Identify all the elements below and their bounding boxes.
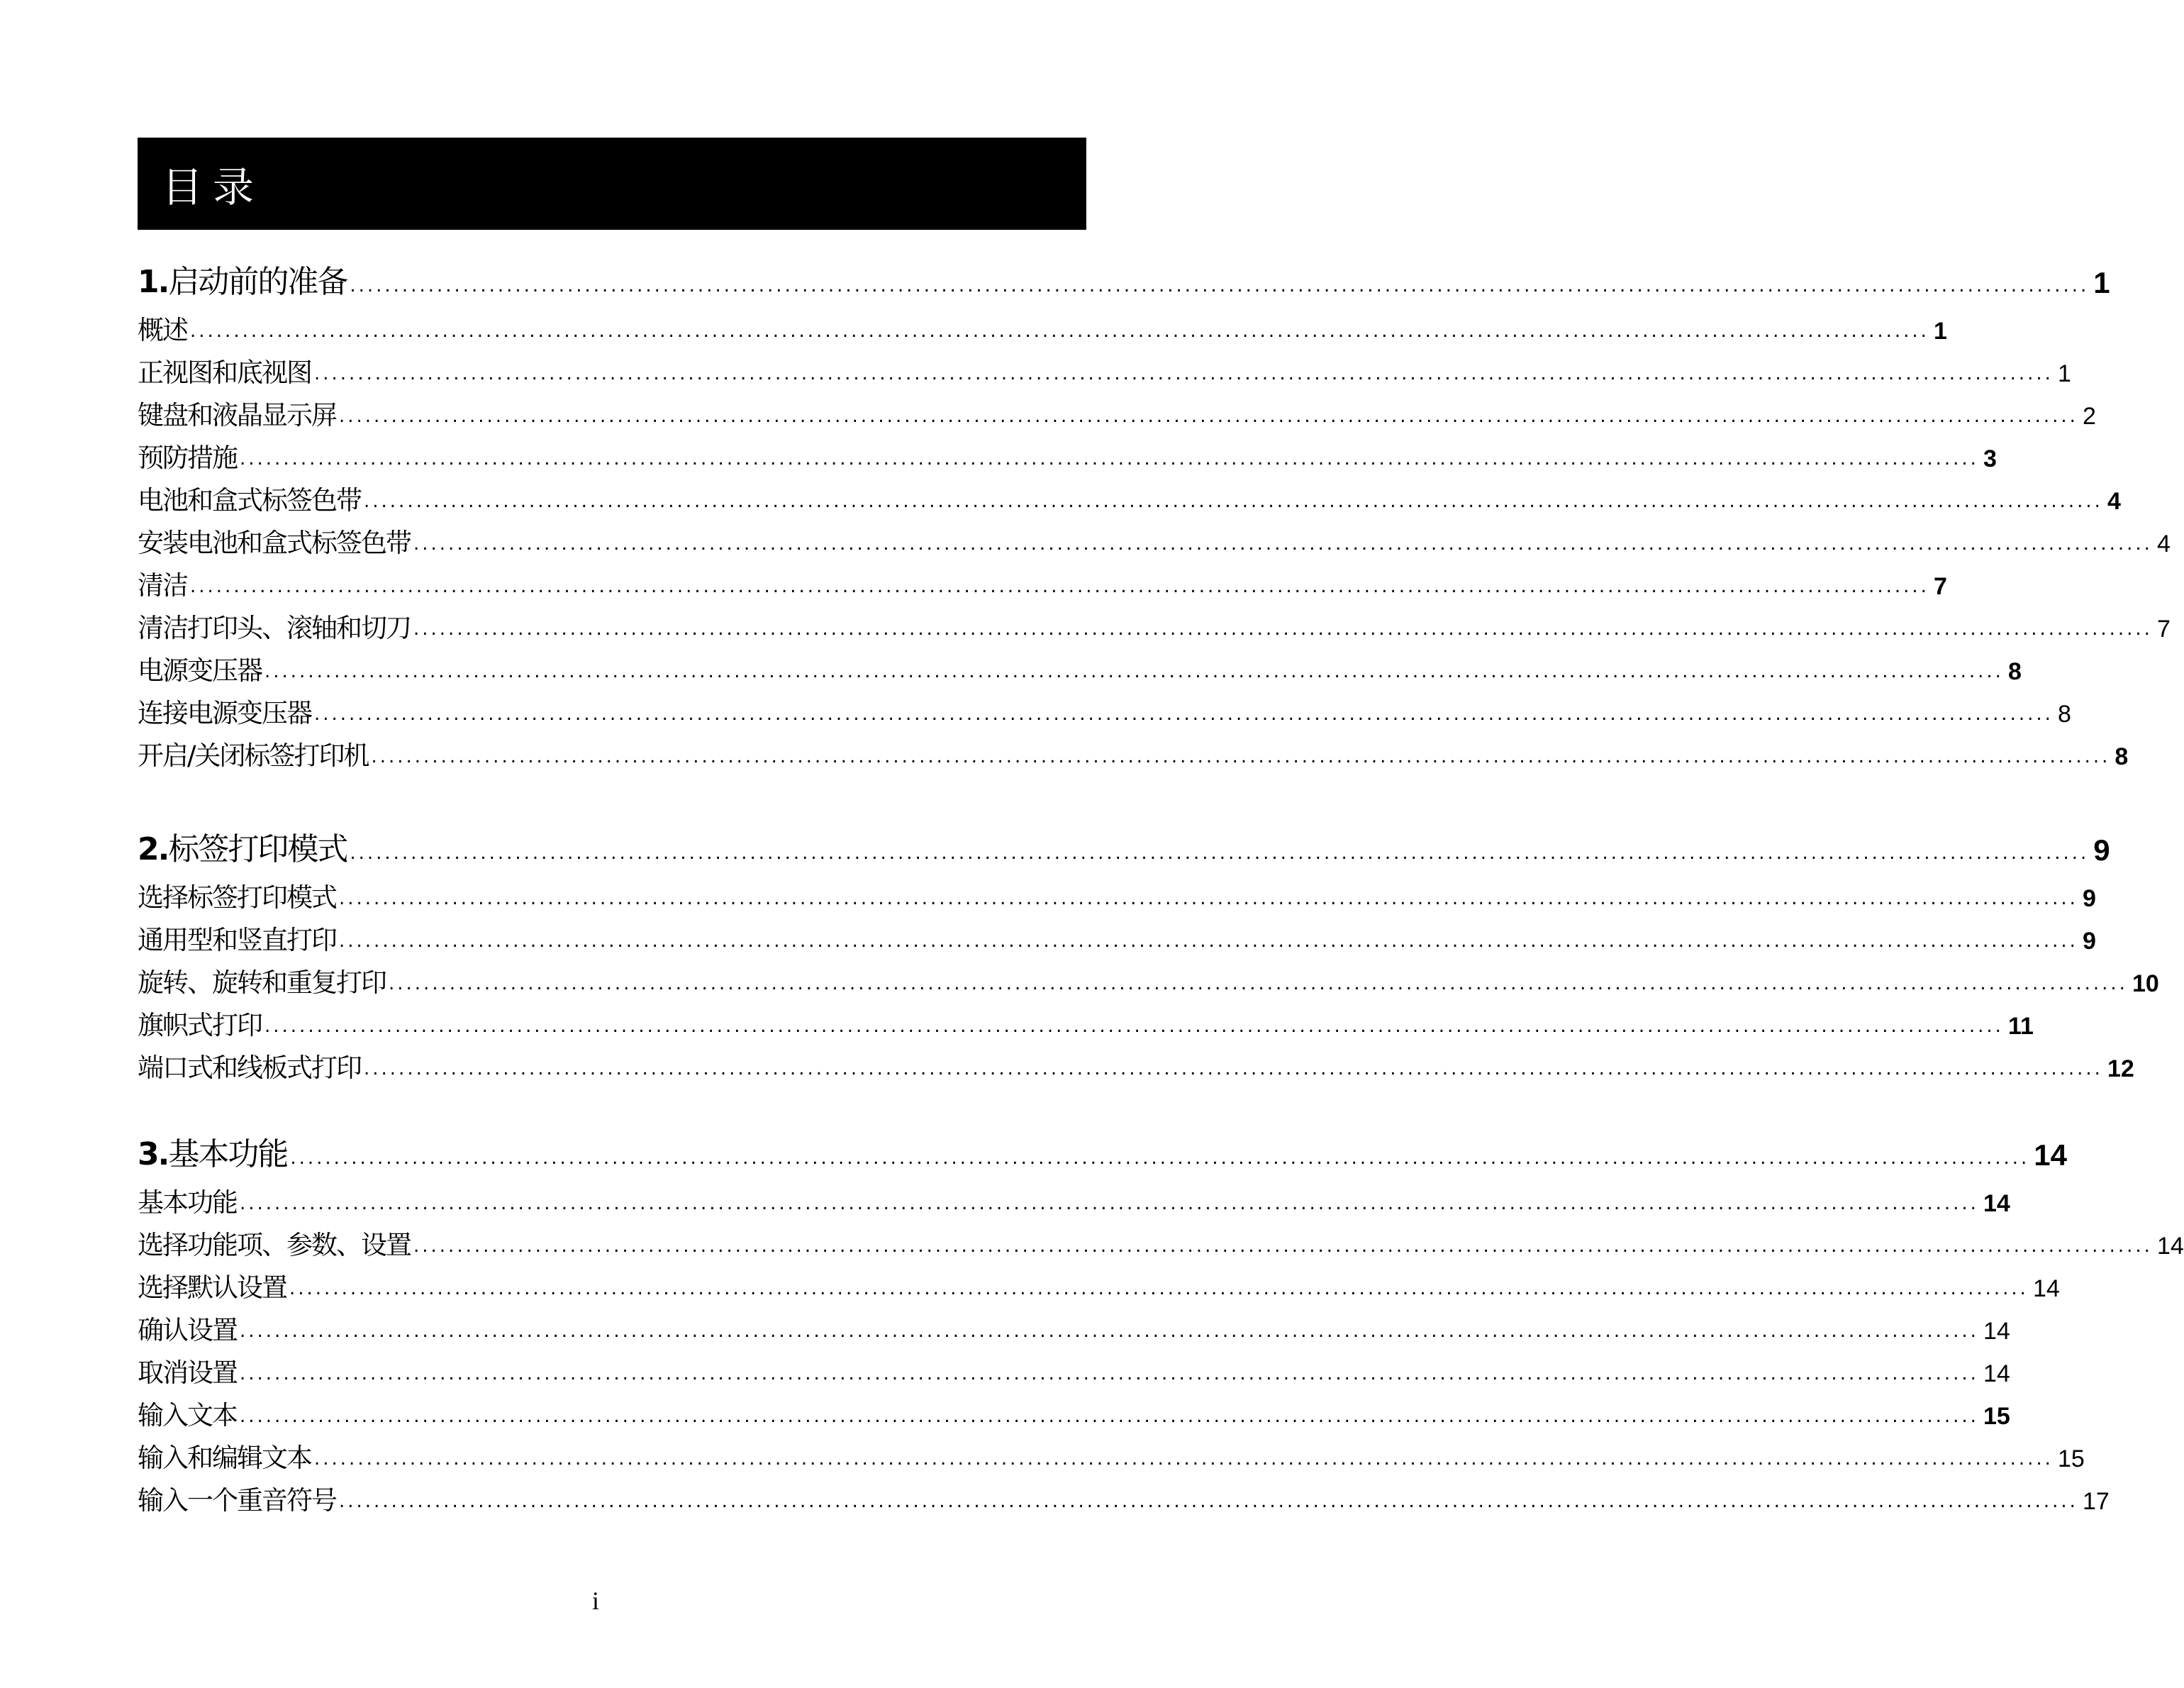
toc-entry[interactable] [138,959,2159,998]
toc-heading-text: 启动前的准备 [168,264,347,300]
toc-heading-label [138,831,347,867]
toc-entry-label: 选择功能项、参数、设置 [138,1230,411,1260]
toc-leader-dots: ........................................................................................................................................................................................................ [339,1491,2078,1512]
toc-entry-label: 清洁 [138,570,187,601]
toc-entry-page-number: 1 [1933,318,1947,345]
toc-entry[interactable] [138,916,2096,955]
toc-entry-label: 取消设置 [138,1357,237,1388]
toc-leader-dots: ........................................................................................................................................................................................................ [371,746,2111,767]
toc-entry-page-number: 12 [2107,1055,2134,1082]
toc-entry-page-number: 9 [2082,928,2096,955]
toc-leader-dots: ........................................................................................................................................................................................................ [240,1363,1979,1384]
toc-leader-dots: ........................................................................................................................................................................................................ [264,1016,2004,1037]
toc-heading-number: 3. [138,1136,169,1172]
toc-entry-label: 安装电池和盒式标签色带 [138,528,411,558]
toc-entry-page-number: 8 [2057,701,2071,728]
toc-entry-page-number: 8 [2007,658,2022,685]
toc-entry[interactable] [138,1001,2034,1040]
toc-heading-page-number: 14 [2034,1138,2067,1172]
toc-entry[interactable] [138,562,1947,601]
toc-entry[interactable] [138,434,1997,473]
toc-entry-page-number: 4 [2156,531,2171,557]
toc-entry[interactable] [138,647,2022,686]
toc-entry-label: 连接电源变压器 [138,698,311,728]
toc-entry[interactable] [138,306,1947,345]
toc-entry-page-number: 1 [2057,360,2071,387]
toc-entry-page-number: 10 [2132,970,2159,997]
toc-entry-page-number: 15 [1983,1403,2010,1430]
toc-entry[interactable] [138,1477,2110,1516]
toc-leader-dots: ........................................................................................................................................................................................................ [413,533,2153,555]
toc-heading-text: 标签打印模式 [168,831,347,867]
toc-entry[interactable] [138,349,2071,388]
toc-leader-dots: ........................................................................................................................................................................................................ [290,1148,2030,1169]
toc-entry[interactable] [138,1264,2060,1303]
toc-entry-label: 电池和盒式标签色带 [138,485,361,516]
toc-entry[interactable] [138,477,2121,516]
toc-entry-label: 概述 [138,315,187,345]
toc-heading-label [138,264,347,300]
toc-entry-page-number: 4 [2107,488,2121,515]
toc-entry[interactable] [138,519,2171,558]
toc-entry-page-number: 2 [2082,403,2096,430]
toc-entry[interactable] [138,1306,2010,1345]
toc-leader-dots: ........................................................................................................................................................................................................ [364,491,2103,512]
toc-entry-page-number: 9 [2082,885,2096,912]
toc-entry-label: 正视图和底视图 [138,357,311,388]
toc-leader-dots: ........................................................................................................................................................................................................ [190,576,1929,597]
toc-entry-label: 选择默认设置 [138,1272,286,1303]
toc-leader-dots: ........................................................................................................................................................................................................ [314,363,2054,384]
toc-entry[interactable] [138,1434,2085,1473]
toc-entry[interactable] [138,1221,2184,1260]
toc-entry-page-number: 7 [2156,616,2171,643]
toc-heading-page-number: 1 [2093,266,2110,299]
toc-leader-dots: ........................................................................................................................................................................................................ [350,843,2090,864]
toc-entry-label: 旋转、旋转和重复打印 [138,967,386,998]
toc-leader-dots: ........................................................................................................................................................................................................ [264,661,2004,682]
toc-section-heading[interactable] [138,1133,2067,1172]
toc-heading-page-number: 9 [2093,833,2110,867]
page-number: i [591,1587,599,1615]
toc-leader-dots: ........................................................................................................................................................................................................ [314,704,2054,725]
toc-leader-dots: ........................................................................................................................................................................................................ [314,1448,2054,1470]
toc-entry-label: 开启/关闭标签打印机 [138,740,369,771]
toc-section-heading[interactable] [138,828,2110,867]
toc-entry-label: 旗帜式打印 [138,1010,262,1040]
toc-entry-label: 键盘和液晶显示屏 [138,400,336,431]
toc-section-heading[interactable] [138,261,2110,300]
toc-heading-number: 1. [138,264,169,300]
toc-title-bar [138,138,1086,230]
toc-leader-dots: ........................................................................................................................................................................................................ [364,1058,2103,1079]
toc-leader-dots: ........................................................................................................................................................................................................ [190,321,1929,342]
toc-entry-page-number: 15 [2057,1445,2085,1472]
toc-entry-page-number: 8 [2115,743,2129,770]
toc-entry-page-number: 11 [2007,1013,2034,1040]
toc-entry-label: 端口式和线板式打印 [138,1053,361,1083]
toc-entry[interactable] [138,604,2171,643]
toc-entry[interactable] [138,1179,2010,1218]
toc-entry-label: 预防措施 [138,443,237,473]
toc-entry-label: 通用型和竖直打印 [138,925,336,955]
toc-entry-page-number: 14 [1983,1190,2010,1217]
page-title: 目录 [162,163,264,211]
toc-entry[interactable] [138,392,2096,431]
toc-leader-dots: ........................................................................................................................................................................................................ [339,406,2078,427]
toc-leader-dots: ........................................................................................................................................................................................................ [389,973,2128,994]
toc-entry-label: 选择标签打印模式 [138,882,336,913]
toc-entry[interactable] [138,1349,2010,1388]
toc-entry-label: 电源变压器 [138,655,262,686]
toc-entry-page-number: 14 [2156,1233,2184,1260]
toc-leader-dots: ........................................................................................................................................................................................................ [413,618,2153,640]
toc-entry-page-number: 7 [1933,573,1947,600]
toc-leader-dots: ........................................................................................................................................................................................................ [339,931,2078,952]
toc-leader-dots: ........................................................................................................................................................................................................ [350,275,2090,296]
toc-heading-number: 2. [138,831,169,867]
toc-entry[interactable] [138,1044,2134,1083]
toc-heading-label [138,1136,288,1172]
toc-leader-dots: ........................................................................................................................................................................................................ [240,1321,1979,1342]
toc-entry-label: 确认设置 [138,1315,237,1345]
toc-entry-label: 输入文本 [138,1400,237,1431]
toc-leader-dots: ........................................................................................................................................................................................................ [339,888,2078,909]
toc-entry-page-number: 17 [2082,1488,2110,1515]
toc-entry[interactable] [138,874,2096,913]
toc-leader-dots: ........................................................................................................................................................................................................ [240,448,1979,470]
toc-entry-label: 清洁打印头、滚轴和切刀 [138,613,411,643]
toc-leader-dots: ........................................................................................................................................................................................................ [413,1236,2153,1257]
toc-leader-dots: ........................................................................................................................................................................................................ [240,1193,1979,1214]
toc-leader-dots: ........................................................................................................................................................................................................ [289,1278,2029,1299]
toc-entry-page-number: 14 [1983,1360,2010,1387]
toc-heading-text: 基本功能 [168,1136,288,1172]
toc-entry[interactable] [138,732,2129,771]
toc-entry-page-number: 14 [2032,1275,2060,1302]
toc-entry[interactable] [138,1392,2010,1431]
toc-entry-page-number: 14 [1983,1318,2010,1345]
toc-leader-dots: ........................................................................................................................................................................................................ [240,1406,1979,1427]
toc-entry-label: 输入一个重音符号 [138,1485,336,1516]
toc-entry-label: 输入和编辑文本 [138,1443,311,1473]
toc-entry[interactable] [138,689,2071,728]
toc-entry-page-number: 3 [1983,445,1997,472]
toc-entry-label: 基本功能 [138,1187,237,1218]
